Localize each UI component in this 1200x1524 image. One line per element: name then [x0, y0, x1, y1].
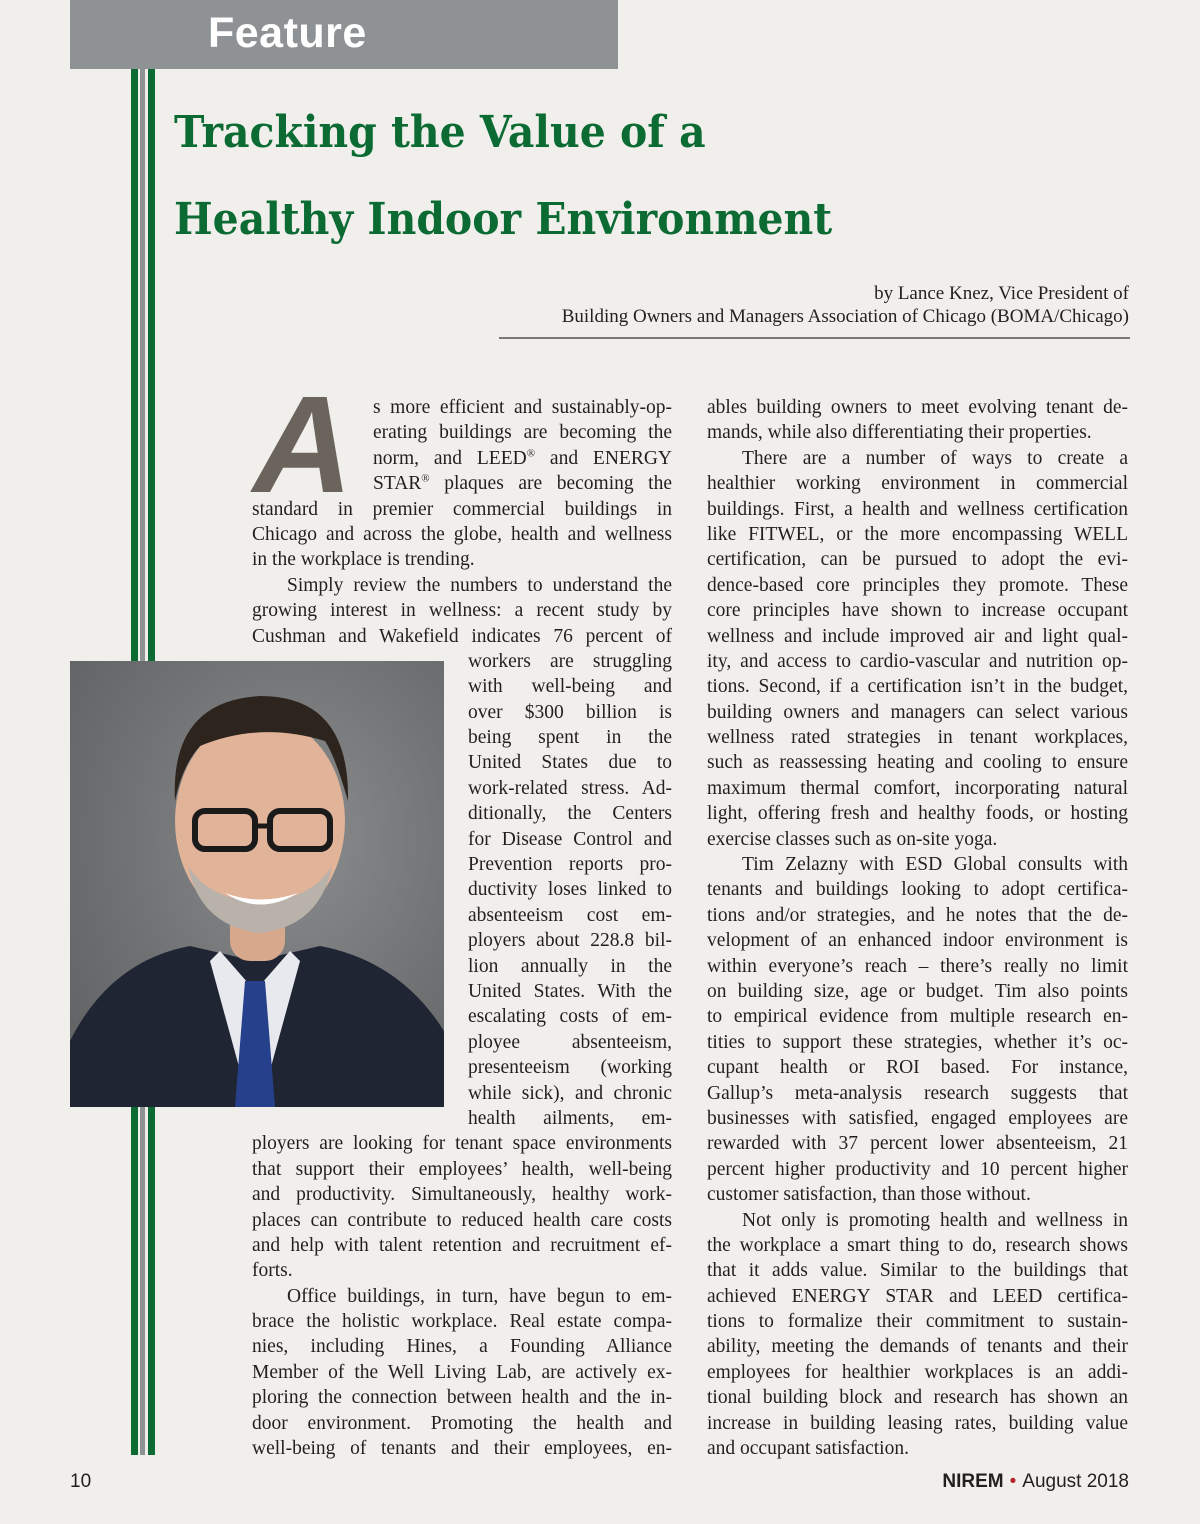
text-line	[252, 471, 672, 496]
registered-mark: ®	[526, 447, 536, 460]
text-line: rewarded with 37 percent lower absenteeism, 21	[707, 1133, 1128, 1155]
text-line: while sick), and chronic	[468, 1082, 672, 1104]
text-line: Cushman and Wakefield indicates 76 percent of	[252, 625, 672, 647]
text-line: ploring the connection between health and the in-	[252, 1387, 672, 1409]
text-line: tions to formalize their commitment to sustain-	[707, 1311, 1128, 1333]
text-line: customer satisfaction, than those without.	[707, 1184, 1031, 1206]
text-fragment: and ENERGY	[549, 447, 672, 469]
text-line: brace the holistic workplace. Real estate compa-	[252, 1311, 672, 1333]
text-line: light, offering fresh and healthy foods, or hosting	[707, 803, 1128, 825]
text-line: ployers about 228.8 bil-	[468, 930, 672, 952]
text-line: and occupant satisfaction.	[707, 1438, 909, 1460]
feature-banner	[70, 0, 618, 69]
text-line: healthier working environment in commercial	[707, 473, 1128, 495]
text-line: wellness and include improved air and light qual-	[707, 625, 1128, 647]
article-title-line-2: Healthy Indoor Environment	[174, 194, 833, 245]
text-line: s more efficient and sustainably-op-	[373, 397, 672, 418]
text-line: health ailments, em-	[468, 1107, 672, 1129]
section-label: Feature	[208, 9, 367, 57]
text-line: cupant health or ROI based. For instance,	[707, 1057, 1128, 1079]
text-line: well-being of tenants and their employees, en-	[252, 1438, 672, 1460]
text-line: for Disease Control and	[468, 828, 672, 850]
text-line: United States due to	[468, 752, 672, 774]
text-line: employees for healthier workplaces is an addi-	[707, 1361, 1128, 1383]
text-line: mands, while also differentiating their properties.	[707, 422, 1092, 444]
byline-author: by Lance Knez, Vice President of	[874, 283, 1129, 304]
text-line: presenteeism (working	[468, 1057, 672, 1079]
text-line: velopment of an enhanced indoor environment is	[707, 930, 1128, 952]
text-line: growing interest in wellness: a recent study by	[252, 600, 672, 622]
text-line: Prevention reports pro-	[468, 854, 672, 876]
text-line: on building size, age or budget. Tim also points	[707, 980, 1128, 1002]
text-line: ability, meeting the demands of tenants and their	[707, 1336, 1128, 1358]
text-line: maximum thermal comfort, incorporating natural	[707, 777, 1128, 799]
text-line: tional building block and research has shown an	[707, 1387, 1128, 1409]
registered-mark: ®	[421, 472, 430, 485]
text-line: wellness rated strategies in tenant workplaces,	[707, 727, 1128, 749]
text-line: certification, can be pursued to adopt the evi-	[707, 549, 1128, 571]
text-line: Member of the Well Living Lab, are actively ex-	[252, 1361, 672, 1383]
publication-name: NIREM	[942, 1471, 1004, 1492]
text-line	[252, 446, 672, 471]
text-line: to empirical evidence from multiple research en-	[707, 1006, 1128, 1028]
text-line: over $300 billion is	[468, 701, 672, 723]
text-line: the workplace a smart thing to do, research shows	[707, 1234, 1128, 1256]
text-line: in the workplace is trending.	[252, 549, 475, 571]
text-line: and productivity. Simultaneously, healthy work-	[252, 1184, 672, 1206]
text-line: absenteeism cost em-	[468, 904, 672, 926]
issue-date: August 2018	[1022, 1471, 1129, 1492]
text-line: United States. With the	[468, 980, 672, 1002]
text-line: being spent in the	[468, 727, 672, 749]
drop-cap: A	[253, 368, 353, 522]
text-line: core principles have shown to increase occupant	[707, 600, 1128, 622]
text-line: ductivity loses linked to	[468, 879, 672, 901]
text-line: forts.	[252, 1260, 293, 1282]
text-line: Gallup’s meta-analysis research suggests that	[707, 1082, 1128, 1104]
text-line: such as reassessing heating and cooling to ensure	[707, 752, 1128, 774]
page-number: 10	[70, 1471, 92, 1492]
text-line: that support their employees’ health, well-being	[252, 1158, 672, 1180]
article-title-line-1: Tracking the Value of a	[174, 107, 706, 158]
text-line: within everyone’s reach – there’s really no limit	[707, 955, 1128, 977]
text-line: tions and/or strategies, and he notes that the de-	[707, 904, 1128, 926]
author-portrait-photo	[70, 661, 444, 1107]
text-line: and help with talent retention and recruitment ef-	[252, 1234, 672, 1256]
text-line: building owners and managers can select various	[707, 701, 1128, 723]
text-line: increase in building leasing rates, building value	[707, 1412, 1128, 1434]
text-line: workers are struggling	[468, 650, 672, 672]
article-column-right	[707, 395, 1128, 1461]
text-line: achieved ENERGY STAR and LEED certifica-	[707, 1285, 1128, 1307]
text-fragment: STAR	[373, 473, 422, 495]
text-line: escalating costs of em-	[468, 1006, 672, 1028]
text-line: like FITWEL, or the more encompassing WELL	[707, 523, 1128, 545]
byline-divider	[499, 337, 1130, 339]
text-line: erating buildings are becoming the	[373, 422, 672, 444]
text-line: Chicago and across the globe, health and wellness	[252, 523, 672, 545]
text-line: tions. Second, if a certification isn’t in the budget,	[707, 676, 1128, 698]
text-line: places can contribute to reduced health care costs	[252, 1209, 672, 1231]
text-line: tities to support these strategies, whether it’s oc-	[707, 1031, 1128, 1053]
text-line: businesses with satisfied, engaged employees are	[707, 1107, 1128, 1129]
text-line: lion annually in the	[468, 955, 672, 977]
text-line: ployee absenteeism,	[468, 1031, 672, 1053]
text-line: ditionally, the Centers	[468, 803, 672, 825]
text-line: nies, including Hines, a Founding Alliance	[252, 1336, 672, 1358]
footer-publication	[942, 1471, 1129, 1493]
text-line: with well-being and	[468, 676, 672, 698]
text-line: dence-based core principles they promote. These	[707, 574, 1128, 596]
text-line: exercise classes such as on-site yoga.	[707, 828, 998, 850]
text-line: tenants and buildings looking to adopt certifica-	[707, 879, 1128, 901]
text-line: Office buildings, in turn, have begun to em-	[287, 1285, 672, 1307]
text-fragment: plaques are becoming the	[444, 473, 672, 495]
text-fragment: norm, and LEED	[373, 447, 527, 469]
text-line: standard in premier commercial buildings in	[252, 498, 672, 520]
text-line: Not only is promoting health and wellness in	[742, 1209, 1128, 1231]
text-line: ables building owners to meet evolving tenant de-	[707, 397, 1128, 418]
text-line: ity, and access to cardio-vascular and nutrition op-	[707, 650, 1128, 672]
text-line: percent higher productivity and 10 percent higher	[707, 1158, 1128, 1180]
text-line: work-related stress. Ad-	[468, 777, 672, 799]
byline-organization: Building Owners and Managers Association of Chicago (BOMA/Chicago)	[561, 306, 1129, 327]
text-line: Tim Zelazny with ESD Global consults with	[742, 854, 1128, 876]
text-line: There are a number of ways to create a	[742, 447, 1128, 469]
text-line: door environment. Promoting the health and	[252, 1412, 672, 1434]
bullet-separator: •	[1009, 1471, 1017, 1492]
text-line: buildings. First, a health and wellness certification	[707, 498, 1128, 520]
author-portrait-icon	[70, 661, 444, 1107]
text-line: Simply review the numbers to understand the	[287, 574, 672, 596]
text-line: that it adds value. Similar to the buildings that	[707, 1260, 1128, 1282]
text-line: ployers are looking for tenant space environments	[252, 1133, 672, 1155]
